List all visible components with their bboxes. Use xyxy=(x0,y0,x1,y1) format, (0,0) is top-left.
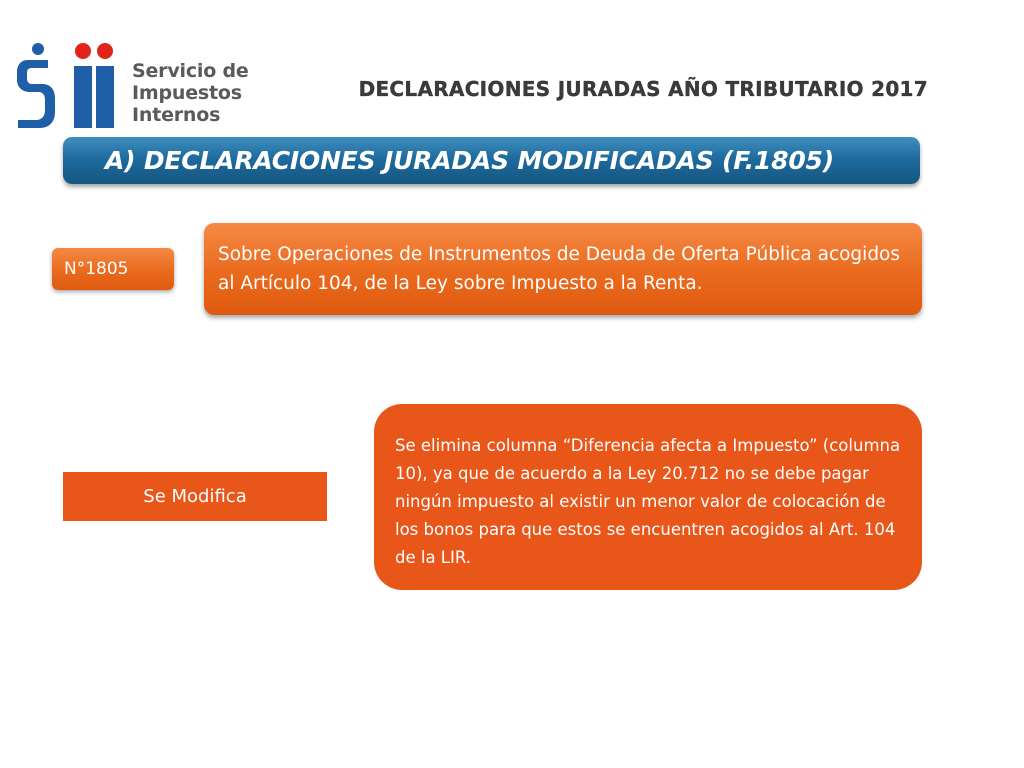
logo-brand-line: Impuestos xyxy=(132,82,242,104)
document-header-title: DECLARACIONES JURADAS AÑO TRIBUTARIO 2017 xyxy=(358,77,928,101)
sii-logo-mark-icon xyxy=(14,38,124,130)
logo-brand-line: Internos xyxy=(132,104,221,126)
modification-detail-box: Se elimina columna “Diferencia afecta a Impuesto” (columna 10), ya que de acuerdo a la Ley 20.712 no se debe pagar ningún impuesto al existir un menor valor de colocación de los bonos para que estos se encuentren acogidos al Art. 104 de la LIR. xyxy=(374,404,922,590)
section-title: A) DECLARACIONES JURADAS MODIFICADAS (F.1805) xyxy=(105,146,834,175)
sii-logo xyxy=(14,38,254,130)
logo-brand-text xyxy=(132,60,249,126)
form-description-box: Sobre Operaciones de Instrumentos de Deuda de Oferta Pública acogidos al Artículo 104, de la Ley sobre Impuesto a la Renta. xyxy=(204,223,922,315)
logo-brand-line: Servicio de xyxy=(132,60,249,82)
modification-label: Se Modifica xyxy=(63,472,327,521)
section-title-banner xyxy=(63,137,920,184)
form-number-badge: N°1805 xyxy=(52,248,174,290)
